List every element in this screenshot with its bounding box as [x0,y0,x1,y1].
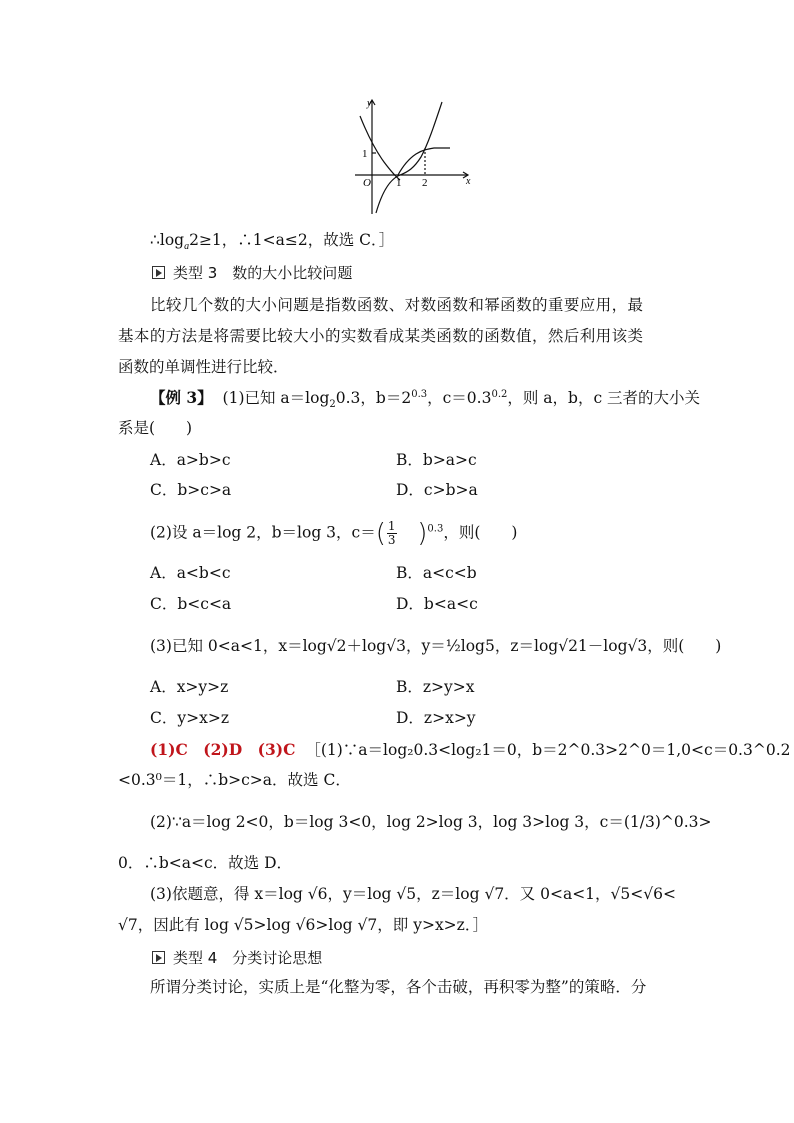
triangle-marker-icon [152,266,165,279]
answer-line-2: <0.3⁰＝1，∴b>c>a．故选 C． [118,771,351,789]
y-axis-label: y [367,98,372,109]
q1-option-d: D．c>b>a [396,481,478,499]
example-3-q1-line1: 【例 3】 (1)已知 $a=\log_20.3$，$b=2^{0.3}$，$c=0.3^{0.2}$，则 a，b，c 三者的大小关 [150,388,701,411]
intro-4-paragraph: 所谓分类讨论，实质上是“化整为零，各个击破，再积零为整”的策略．分 [150,978,647,996]
answer-line-1: (1)C (2)D (3)C ［(1)∵a＝log₂0.3<log₂1＝0，b＝2^0.3>2^0＝1,0<c＝0.3^0.2 [150,740,791,759]
tick-x1: 1 [396,177,402,189]
q2-option-c: C．b<c<a [150,595,232,613]
example-3-q3: (3)已知 0<a<1，x＝log√2＋log√3，y＝½log5，z＝log√21－log√3，则( ) [150,637,722,655]
q3-option-a: A．x>y>z [150,678,229,696]
example-3-q1-line2: 系是( ) [118,419,193,437]
example-3-q2: (2)设 a＝log 2，b＝log 3，c＝( $\frac{1}{3}$ )$^{0.3}$，则( ) [150,518,518,549]
triangle-marker-icon [152,951,165,964]
q3-option-c: C．y>x>z [150,709,229,727]
answer-line-3: (2)∵a＝log 2<0，b＝log 3<0，log 2>log 3，log 3>log 3，c＝(1/3)^0.3> [150,813,712,831]
q1-option-c: C．b>c>a [150,481,232,499]
tick-y1: 1 [362,148,368,160]
q2-option-d: D．b<a<c [396,595,478,613]
answer-line-5: (3)依题意，得 x＝log √6，y＝log √5，z＝log √7．又 0<a<1，√5<√6< [150,885,676,903]
intro-paragraph: 比较几个数的大小问题是指数函数、对数函数和幂函数的重要应用，最基本的方法是将需要比较大小的实数看成某类函数的函数值，然后利用该类函数的单调性进行比较． [118,296,643,376]
answer-line-4: 0．∴b<a<c．故选 D． [118,854,293,872]
q1-option-b: B．b>a>c [396,451,477,469]
q3-option-b: B．z>y>x [396,678,475,696]
section-3-heading: 类型 3 数的大小比较问题 [152,262,352,283]
x-axis-label: x [466,176,471,187]
origin-label: O [363,177,371,189]
tick-x2: 2 [422,177,428,189]
q2-option-a: A．a<b<c [150,564,231,582]
section-4-heading: 类型 4 分类讨论思想 [152,947,322,968]
function-graph [350,96,475,218]
q1-option-a: A．a>b>c [150,451,231,469]
answer-line-6: √7，因此有 log √5>log √6>log √7，即 y>x>z．］ [118,916,489,934]
q3-option-d: D．z>x>y [396,709,476,727]
q2-option-b: B．a<c<b [396,564,477,582]
conclusion-line: $\therefore\log_a2\ge 1$，∴1<a≤2，故选 C．］ [150,231,395,253]
